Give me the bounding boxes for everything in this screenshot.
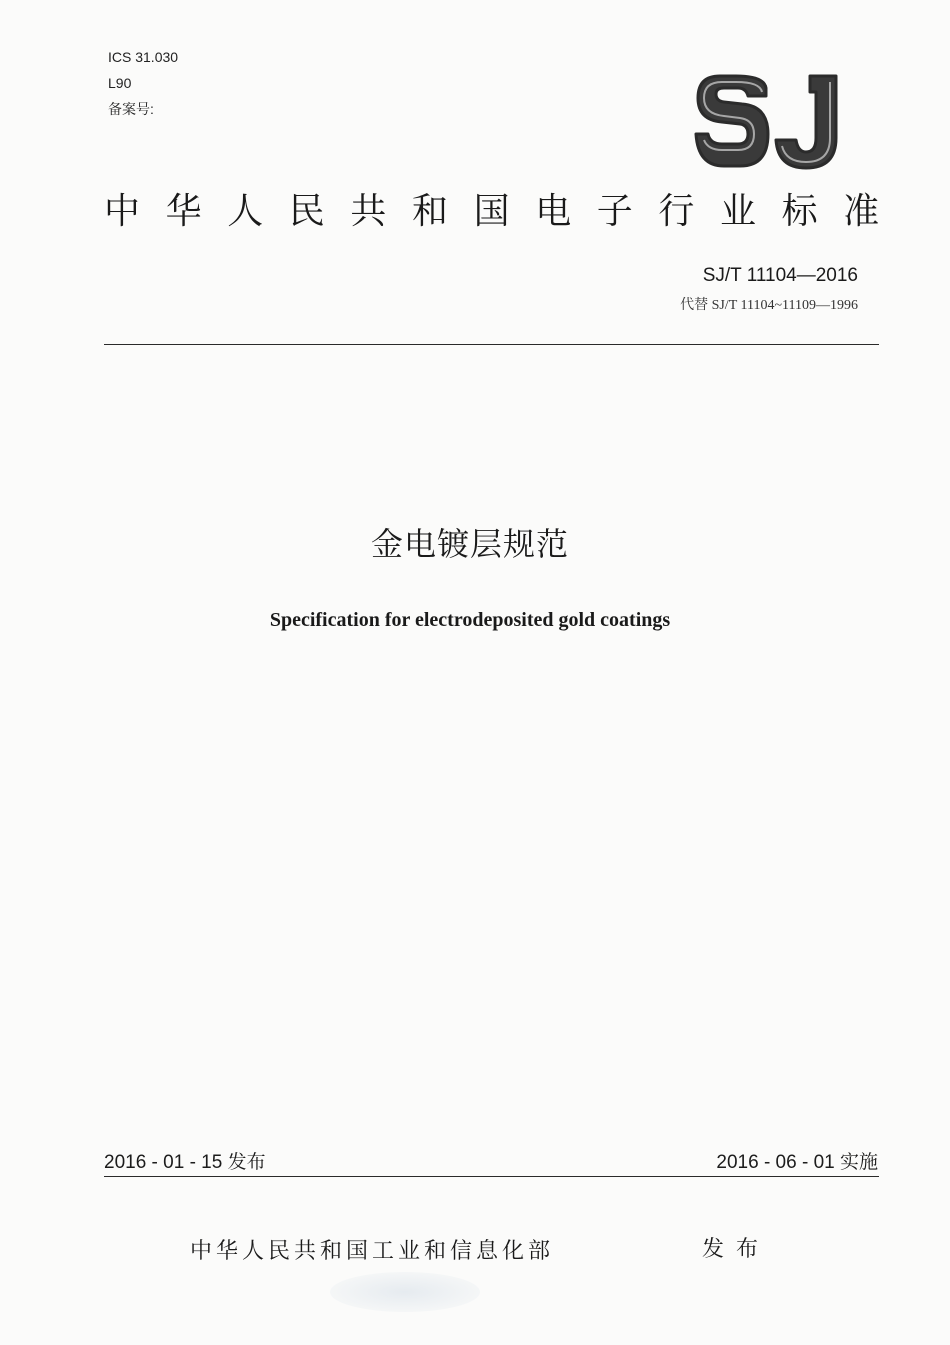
header-rule	[104, 344, 879, 345]
footer-rule	[104, 1176, 879, 1177]
standard-number: SJ/T 11104—2016	[702, 265, 858, 286]
scan-smudge	[330, 1272, 480, 1312]
sj-logo-icon	[692, 72, 840, 176]
filing-number-label: 备案号:	[108, 101, 154, 117]
issue-date: 2016 - 01 - 15 发布	[104, 1152, 266, 1173]
issuer-title: 中华人民共和国电子行业标准	[104, 191, 905, 232]
document-title-chinese: 金电镀层规范	[370, 525, 569, 563]
publisher-name: 中华人民共和国工业和信息化部	[190, 1239, 555, 1264]
publish-action: 发布	[702, 1237, 771, 1262]
ics-code: ICS 31.030	[108, 49, 179, 65]
document-title-english: Specification for electrodeposited gold coatings	[269, 609, 671, 631]
replaces-standard: 代替 SJ/T 11104~11109—1996	[680, 298, 858, 313]
ccs-code: L90	[108, 75, 132, 91]
effective-date: 2016 - 06 - 01 实施	[716, 1152, 878, 1173]
